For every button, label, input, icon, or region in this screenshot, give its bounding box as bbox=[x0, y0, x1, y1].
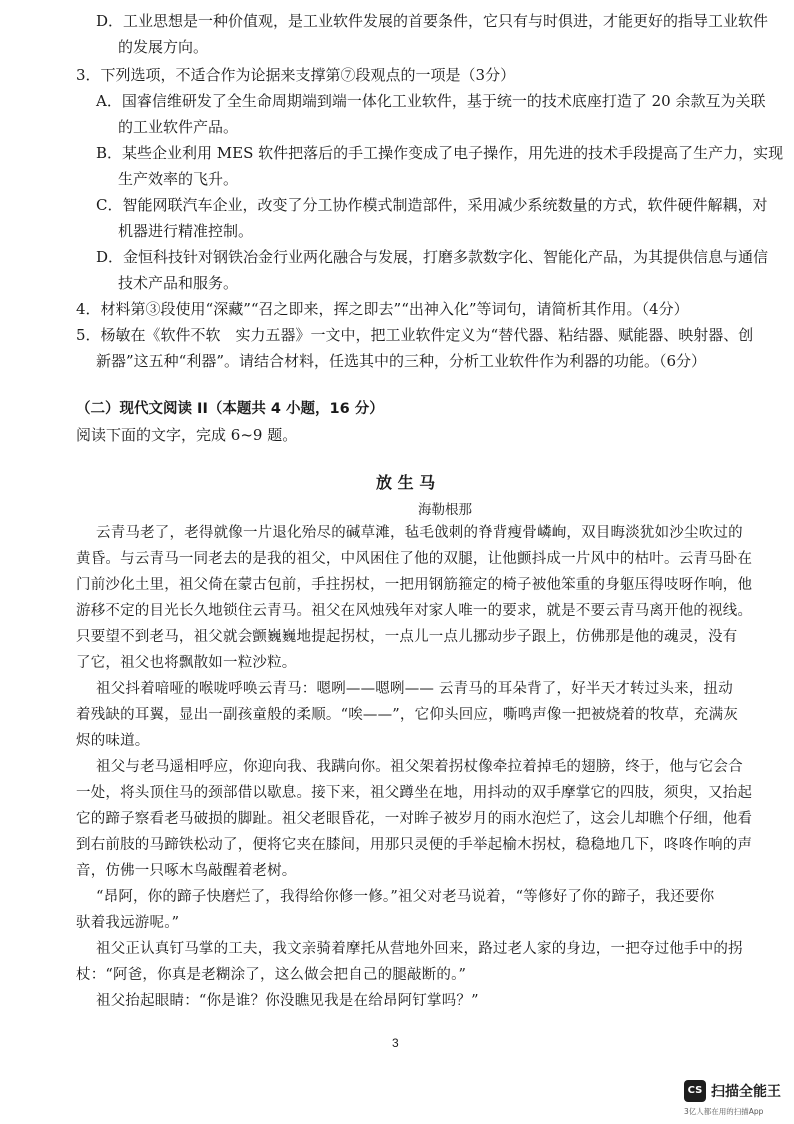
q2-option-d-line1: D．工业思想是一种价值观，是工业软件发展的首要条件，它只有与时俱进，才能更好的指导工业软件 bbox=[96, 12, 769, 30]
story-paragraph-line: 烬的味道。 bbox=[76, 733, 150, 749]
story-paragraph-line: 了它，祖父也将飘散如一粒沙粒。 bbox=[76, 655, 297, 671]
story-paragraph-line: 只要望不到老马，祖父就会颤巍巍地提起拐杖，一点儿一点儿挪动步子跟上，仿佛那是他的魂灵，没有 bbox=[76, 629, 738, 645]
q3-option-d-line1: D．金恒科技针对钢铁冶金行业两化融合与发展，打磨多款数字化、智能化产品，为其提供信息与通信 bbox=[96, 248, 769, 266]
section2-heading: （二）现代文阅读 II（本题共 4 小题，16 分） bbox=[76, 401, 384, 417]
q3-option-d-line2: 技术产品和服务。 bbox=[118, 274, 239, 292]
section2-instruction: 阅读下面的文字，完成 6~9 题。 bbox=[76, 426, 298, 444]
q3-option-c-line1: C．智能网联汽车企业，改变了分工协作模式制造部件，采用减少系统数量的方式，软件硬件解耦，对 bbox=[96, 196, 768, 214]
story-paragraph-line: 一处，将头顶住马的颈部借以歇息。接下来，祖父蹲坐在地，用抖动的双手摩掌它的四肢，须臾，又抬起 bbox=[76, 785, 753, 801]
story-title: 放 生 马 bbox=[376, 473, 436, 492]
q3-option-a-line1: A．国睿信维研发了全生命周期端到端一体化工业软件，基于统一的技术底座打造了 20 余款互为关联 bbox=[96, 92, 766, 110]
story-paragraph-line: 黄昏。与云青马一同老去的是我的祖父，中风困住了他的双腿，让他颤抖成一片风中的枯叶。云青马卧在 bbox=[76, 551, 753, 567]
story-paragraph-line: 云青马老了，老得就像一片退化殆尽的碱草滩，毡毛戗刺的脊背瘦骨嶙峋，双目晦淡犹如沙尘吹过的 bbox=[96, 525, 743, 541]
camscanner-logo-icon: CS bbox=[684, 1080, 706, 1102]
story-paragraph-line: 祖父抖着喑哑的喉咙呼唤云青马：嗯咧——嗯咧—— 云青马的耳朵背了，好半天才转过头来，扭动 bbox=[96, 681, 733, 697]
story-paragraph-line: 祖父正认真钉马掌的工夫，我文亲骑着摩托从营地外回来，路过老人家的身边，一把夺过他手中的拐 bbox=[96, 941, 743, 957]
story-paragraph-line: 它的蹄子察看老马破损的脚趾。祖父老眼昏花，一对眸子被岁月的雨水泡烂了，这会儿却瞧个仔细，他看 bbox=[76, 811, 753, 827]
story-author: 海勒根那 bbox=[418, 502, 472, 518]
story-paragraph-line: “昂阿，你的蹄子快磨烂了，我得给你修一修。”祖父对老马说着，“等修好了你的蹄子，我还要你 bbox=[96, 889, 715, 905]
story-paragraph-line: 祖父与老马遥相呼应，你迎向我、我蹒向你。祖父架着拐杖像牵拉着掉毛的翅膀，终于，他与它会合 bbox=[96, 759, 743, 775]
story-paragraph-line: 祖父抬起眼睛：“你是谁？你没瞧见我是在给昂阿钉掌吗？” bbox=[96, 993, 479, 1009]
q3-stem: 3．下列选项，不适合作为论据来支撑第⑦段观点的一项是（3分） bbox=[76, 66, 516, 84]
page-number: 3 bbox=[392, 1036, 399, 1050]
watermark-subtitle: 3亿人都在用的扫描App bbox=[684, 1107, 764, 1116]
scanner-watermark bbox=[684, 1078, 784, 1122]
q2-option-d-line2: 的发展方向。 bbox=[118, 38, 209, 56]
story-paragraph-line: 游移不定的目光长久地锁住云青马。祖父在风烛残年对家人唯一的要求，就是不要云青马离开他的视线。 bbox=[76, 603, 753, 619]
q5-stem-line2: 新器”这五种“利器”。请结合材料，任选其中的三种，分析工业软件作为利器的功能。（6分） bbox=[96, 352, 707, 370]
story-paragraph-line: 门前沙化土里，祖父倚在蒙古包前，手拄拐杖，一把用钢筋箍定的椅子被他笨重的身躯压得吱呀作响，他 bbox=[76, 577, 753, 593]
q5-stem-line1: 5．杨敏在《软件不软 实力五器》一文中，把工业软件定义为“替代器、粘结器、赋能器、映射器、创 bbox=[76, 326, 754, 344]
q3-option-a-line2: 的工业软件产品。 bbox=[118, 118, 239, 136]
watermark-name: 扫描全能王 bbox=[711, 1084, 781, 1100]
story-paragraph-line: 驮着我远游呢。” bbox=[76, 915, 180, 931]
story-paragraph-line: 音，仿佛一只啄木鸟敲醒着老树。 bbox=[76, 863, 297, 879]
q3-option-b-line1: B．某些企业利用 MES 软件把落后的手工操作变成了电子操作，用先进的技术手段提高了生产力，实现 bbox=[96, 144, 784, 162]
q4-stem: 4．材料第③段使用“深藏”“召之即来，挥之即去”“出神入化”等词句，请简析其作用。（4分） bbox=[76, 300, 689, 318]
q3-option-b-line2: 生产效率的飞升。 bbox=[118, 170, 239, 188]
q3-option-c-line2: 机器进行精准控制。 bbox=[118, 222, 254, 240]
story-paragraph-line: 杖：“阿爸，你真是老糊涂了，这么做会把自己的腿敲断的。” bbox=[76, 967, 467, 983]
story-paragraph-line: 着残缺的耳翼，显出一副孩童般的柔顺。“唉——”，它仰头回应，嘶鸣声像一把被烧着的牧草，充满灰 bbox=[76, 707, 739, 723]
story-paragraph-line: 到右前肢的马蹄铁松动了，便将它夹在膝间，用那只灵便的手举起榆木拐杖，稳稳地几下，咚咚作响的声 bbox=[76, 837, 753, 853]
